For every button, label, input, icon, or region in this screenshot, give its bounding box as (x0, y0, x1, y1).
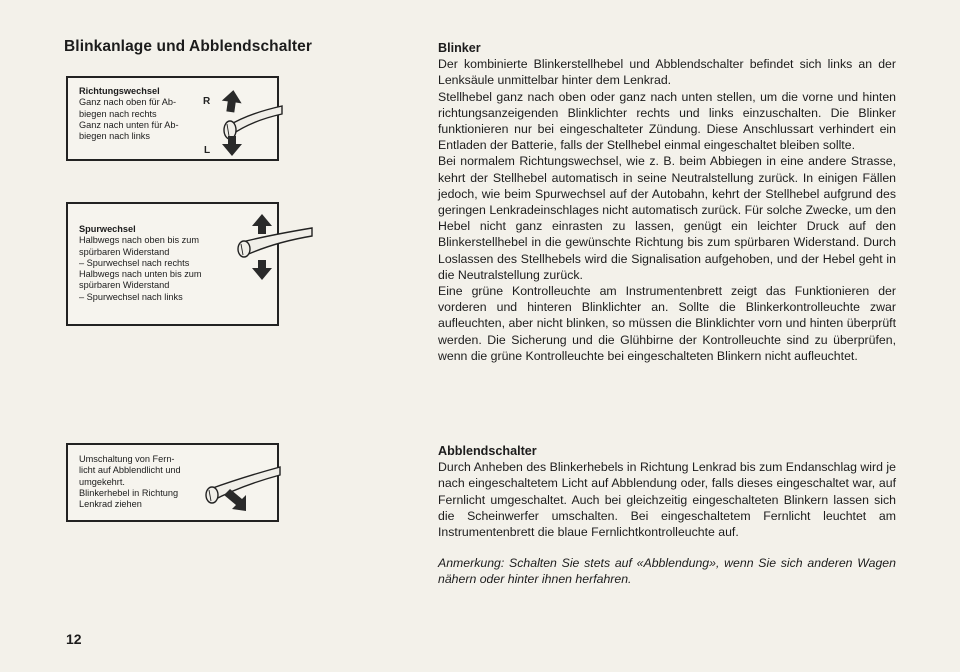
page-heading: Blinkanlage und Abblendschalter (64, 38, 312, 55)
box-line: biegen nach rechts (79, 108, 157, 119)
blinker-paragraph: Bei normalem Richtungswechsel, wie z. B. beim Abbiegen in eine andere Strasse, kehrt der Stellhebel automatisch in seine Neutralstellung zurück. In einigen Fällen jedoch, wie beim Spurwechsel auf der Autobahn, kehrt der Stellhebel aufgrund des geringen Lenkradeinschlages nicht automatisch zurück. Für solche Zwecke, um den Hebel nicht ganz einrasten zu lassen, genügt ein leichter Druck auf den Blinkerstellhebel in die gewünschte Richtung bis zum spürbaren Widerstand. Durch Loslassen des Stellhebels wird die Signalisation aufgehoben, und der Hebel geht in die Neutralstellung zurück. (438, 154, 896, 282)
box-line: Ganz nach unten für Ab- (79, 119, 179, 130)
box-line: umgekehrt. (79, 476, 125, 487)
box-line: Halbwegs nach oben bis zum (79, 235, 200, 246)
dimmer-note: Anmerkung: Schalten Sie stets auf «Abblendung», wenn Sie sich anderen Wagen nähern oder hinter ihnen herfahren. (438, 556, 896, 587)
arrow-up-icon (252, 214, 272, 234)
lane-change-text (79, 224, 229, 303)
dimmer-section (438, 443, 896, 588)
lever-full-icon (194, 80, 284, 160)
blinker-section (438, 40, 896, 364)
direction-change-text (79, 86, 199, 142)
box-line: licht auf Abblendlicht und (79, 465, 181, 476)
lane-change-title: Spurwechsel (79, 224, 136, 234)
box-line: Blinkerhebel in Richtung (79, 487, 179, 498)
arrow-pull-icon (224, 489, 246, 511)
headlight-switch-text (79, 454, 219, 510)
dimmer-title: Abblendschalter (438, 444, 537, 458)
arrow-down-icon (222, 136, 242, 156)
lane-change-box (66, 202, 279, 326)
dimmer-paragraph: Durch Anheben des Blinkerhebels in Richtung Lenkrad bis zum Endanschlag wird je nach eingeschaltetem Licht auf Abblendung oder, falls dieses eingeschaltet war, auf Fernlicht umgeschaltet. Auch bei gleichzeitig eingeschalteten Blinkern lassen sich die Scheinwerfer umschalten. Bei eingeschaltetem Fernlicht leuchtet am Instrumentenbrett die blaue Fernlichtkontrolleuchte auf. (438, 460, 896, 540)
box-line: spürbaren Widerstand (79, 246, 170, 257)
label-left: L (204, 145, 211, 156)
arrow-up-icon (220, 89, 243, 114)
box-line: spürbaren Widerstand (79, 280, 170, 291)
box-line: Umschaltung von Fern- (79, 454, 175, 464)
label-right: R (203, 96, 211, 107)
box-line: – Spurwechsel nach rechts (79, 257, 190, 268)
blinker-paragraph: Der kombinierte Blinkerstellhebel und Abblendschalter befindet sich links an der Lenksäule unmittelbar hinter dem Lenkrad. (438, 57, 896, 88)
blinker-paragraph: Stellhebel ganz nach oben oder ganz nach unten stellen, um die vorne und hinten richtungsanzeigenden Blinklichter rechts und links einzuschalten. Die Blinker funktionieren nur bei eingeschalteter Zündung. Diese Anschlussart verhindert ein Entladen der Batterie, falls der Stellhebel einmal eingeschaltet bleiben sollte. (438, 89, 896, 153)
box-line: Halbwegs nach unten bis zum (79, 269, 202, 280)
box-line: Ganz nach oben für Ab- (79, 97, 177, 108)
page-number: 12 (66, 631, 82, 647)
arrow-down-icon (252, 260, 272, 280)
headlight-switch-box (66, 443, 279, 522)
direction-change-box (66, 76, 279, 161)
box-line: biegen nach links (79, 131, 150, 142)
box-line: Lenkrad ziehen (79, 499, 142, 510)
box-line: – Spurwechsel nach links (79, 291, 183, 302)
blinker-paragraph: Eine grüne Kontrolleuchte am Instrumentenbrett zeigt das Funktionieren der vorderen und hinteren Blinklichter an. Sollte die Blinkerkontrolleuchte zwar aufleuchten, aber nicht blinken, so müssen die Blinklichter vorn und hinten überprüft werden. Die Sicherung und die Glühbirne der Kontrolleuchte sind zu überprüfen, wenn die grüne Kontrolleuchte bei eingeschalteten Blinkern nicht aufleuchtet. (438, 284, 896, 363)
lever-half-icon (232, 212, 312, 292)
direction-change-title: Richtungswechsel (79, 86, 160, 96)
blinker-title: Blinker (438, 41, 481, 55)
lever-pull-icon (202, 451, 282, 521)
